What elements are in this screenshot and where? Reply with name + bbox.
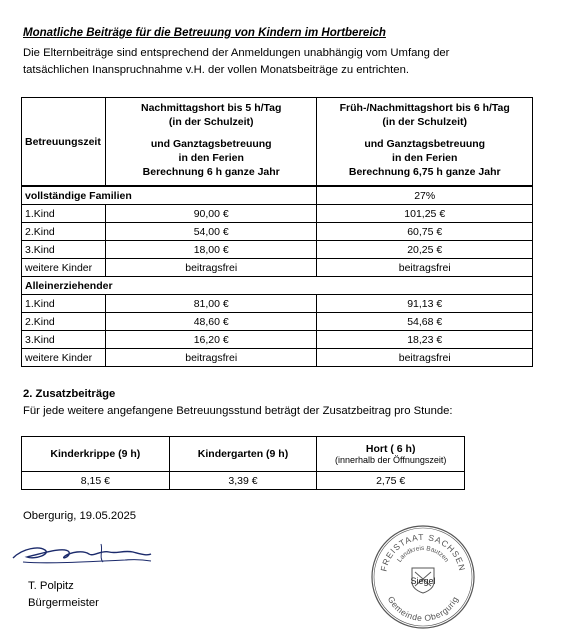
zusatz-title: 2. Zusatzbeiträge — [23, 388, 116, 400]
row-value: 18,00 € — [105, 241, 316, 259]
table-row — [22, 205, 533, 223]
intro-line-1: Die Elternbeiträge sind entsprechend der Anmeldungen unabhängig vom Umfang der — [23, 47, 450, 59]
header-line: Berechnung 6 h ganze Jahr — [142, 166, 280, 178]
table-row — [22, 241, 533, 259]
intro-line-2: tatsächlichen Inanspruchnahme v.H. der vollen Monatsbeiträge zu entrichten. — [23, 64, 409, 76]
signer-block — [28, 578, 99, 612]
section-label: Alleinerziehender — [22, 277, 533, 295]
header-hort-label: Hort ( 6 h) — [365, 443, 416, 455]
zusatz-value-row — [22, 472, 465, 490]
header-line: in den Ferien — [178, 152, 244, 164]
section-row-alleinerziehender — [22, 277, 533, 295]
row-value: 18,23 € — [317, 331, 533, 349]
fees-table-header — [22, 98, 533, 187]
official-seal — [368, 522, 478, 632]
row-value: beitragsfrei — [105, 349, 316, 367]
document-heading: Monatliche Beiträge für die Betreuung von Kindern im Hortbereich — [23, 27, 386, 39]
row-value: 20,25 € — [317, 241, 533, 259]
row-label: weitere Kinder — [22, 259, 106, 277]
row-value: 54,00 € — [105, 223, 316, 241]
row-value: 54,68 € — [317, 313, 533, 331]
header-kinderkrippe: Kinderkrippe (9 h) — [22, 437, 170, 472]
table-row — [22, 223, 533, 241]
intro-text — [23, 45, 548, 79]
row-label: weitere Kinder — [22, 349, 106, 367]
zusatz-text: Für jede weitere angefangene Betreuungsstund beträgt der Zusatzbeitrag pro Stunde: — [23, 405, 453, 417]
header-line: in den Ferien — [392, 152, 458, 164]
row-value: beitragsfrei — [317, 349, 533, 367]
header-line: (in der Schulzeit) — [168, 116, 254, 128]
header-betreuungszeit: Betreuungszeit — [22, 98, 106, 187]
header-line: Früh-/Nachmittagshort bis 6 h/Tag — [339, 102, 510, 114]
header-kindergarten: Kindergarten (9 h) — [169, 437, 317, 472]
header-line: Berechnung 6,75 h ganze Jahr — [348, 166, 501, 178]
header-line: Nachmittagshort bis 5 h/Tag — [141, 102, 282, 114]
header-nachmittagshort — [105, 98, 316, 187]
signature — [5, 530, 155, 580]
value-kinderkrippe: 8,15 € — [22, 472, 170, 490]
row-value: 60,75 € — [317, 223, 533, 241]
row-value: beitragsfrei — [105, 259, 316, 277]
table-row — [22, 295, 533, 313]
signer-name: T. Polpitz — [28, 580, 74, 592]
row-value: beitragsfrei — [317, 259, 533, 277]
zusatz-header-row — [22, 437, 465, 472]
header-line: und Ganztagsbetreuung — [364, 138, 486, 150]
header-hort-sub: (innerhalb der Öffnungszeit) — [334, 455, 447, 465]
place-date: Obergurig, 19.05.2025 — [23, 510, 137, 522]
svg-text:Landkreis Bautzen: Landkreis Bautzen — [396, 544, 450, 564]
row-label: 2.Kind — [22, 313, 106, 331]
table-row — [22, 259, 533, 277]
header-frueh-nachmittagshort — [317, 98, 533, 187]
row-label: 1.Kind — [22, 205, 106, 223]
svg-text:Gemeinde Obergurig: Gemeinde Obergurig — [385, 594, 461, 624]
header-line: und Ganztagsbetreuung — [150, 138, 272, 150]
value-kindergarten: 3,39 € — [169, 472, 317, 490]
row-value: 48,60 € — [105, 313, 316, 331]
section-row-vollstaendige-familien — [22, 186, 533, 205]
svg-text:FREISTAAT SACHSEN: FREISTAAT SACHSEN — [378, 531, 468, 573]
row-value: 91,13 € — [317, 295, 533, 313]
row-label: 3.Kind — [22, 241, 106, 259]
row-value: 101,25 € — [317, 205, 533, 223]
header-hort — [317, 437, 465, 472]
row-value: 16,20 € — [105, 331, 316, 349]
row-label: 2.Kind — [22, 223, 106, 241]
row-value: 90,00 € — [105, 205, 316, 223]
table-row — [22, 349, 533, 367]
row-label: 3.Kind — [22, 331, 106, 349]
row-label: 1.Kind — [22, 295, 106, 313]
value-hort: 2,75 € — [317, 472, 465, 490]
section-label: vollständige Familien — [22, 186, 317, 205]
row-value: 81,00 € — [105, 295, 316, 313]
seal-center-text: Siegel — [410, 576, 436, 586]
fees-table — [21, 97, 533, 367]
table-row — [22, 331, 533, 349]
signer-title: Bürgermeister — [28, 597, 99, 609]
table-row — [22, 313, 533, 331]
section-note: 27% — [317, 186, 533, 205]
header-line: (in der Schulzeit) — [382, 116, 468, 128]
zusatz-table — [21, 436, 465, 490]
